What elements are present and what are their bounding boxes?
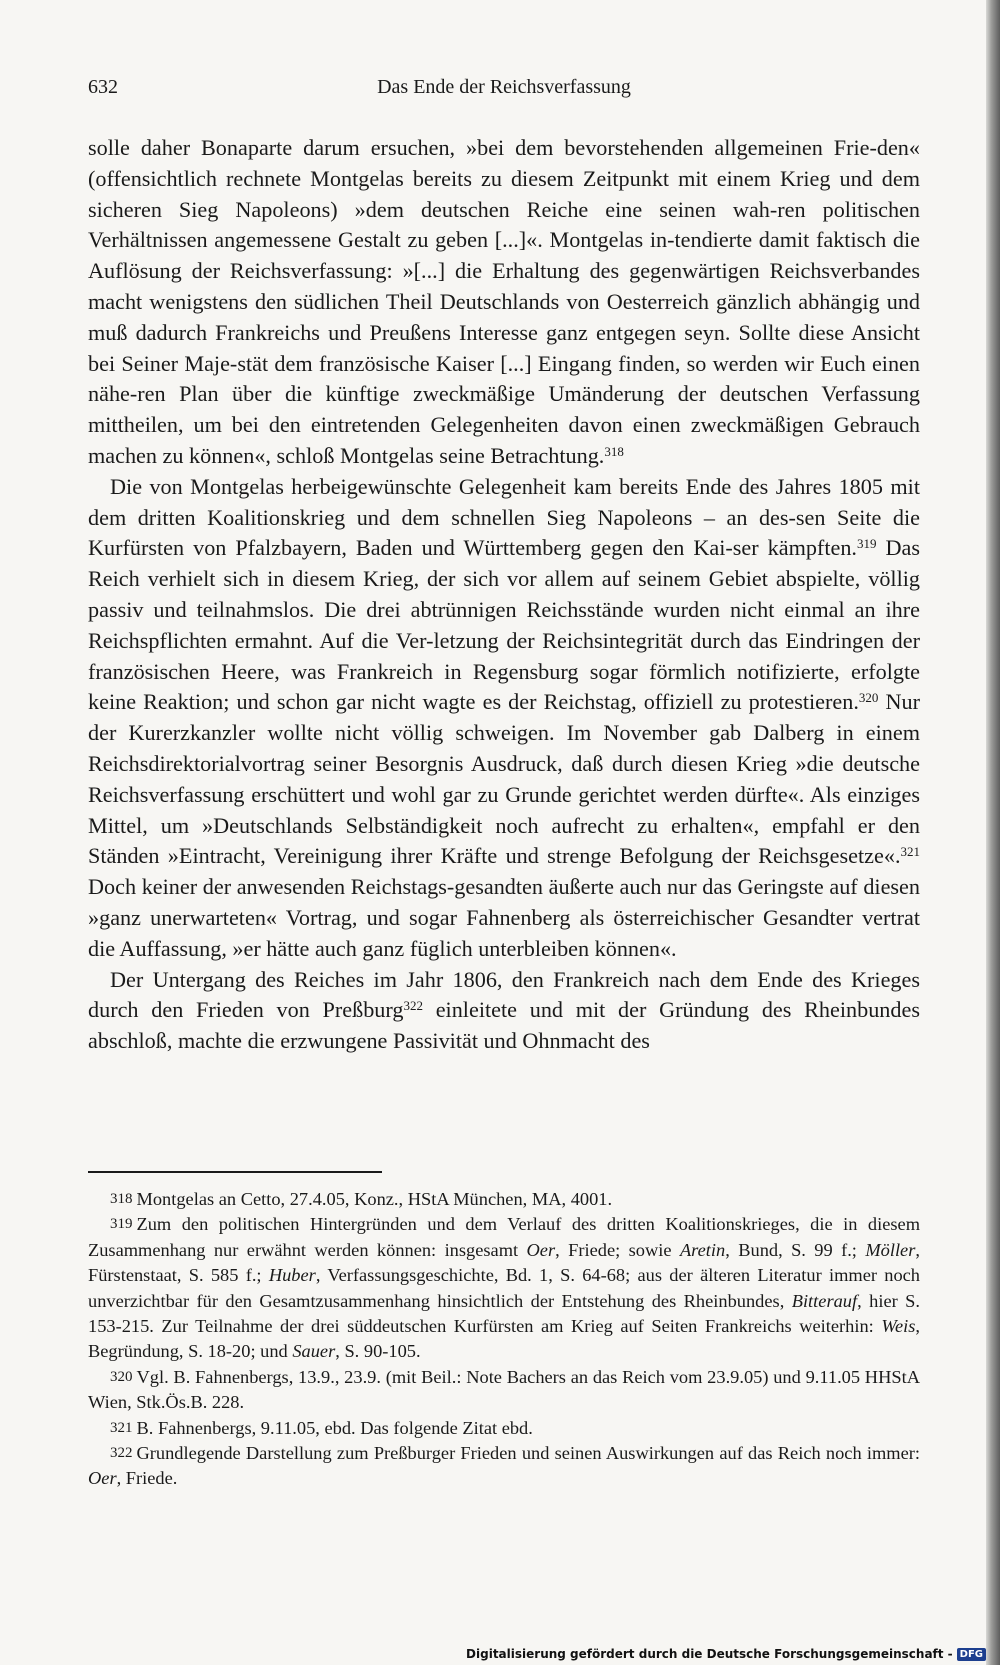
footnote-text: Vgl. B. Fahnenbergs, 13.9., 23.9. (mit Beil.: Note Bachers an das Reich vom 23.9.05) und 9.11.05 HHStA Wien, Stk.Ös.B. 228. (88, 1366, 920, 1413)
footnote (88, 1212, 920, 1364)
paragraph (88, 472, 920, 965)
footnote-divider (88, 1171, 382, 1173)
footnote-number: 321 (110, 1419, 133, 1436)
footnote-author: Möller (865, 1239, 916, 1260)
footnote-ref: 321 (900, 844, 920, 860)
footnote-number: 318 (110, 1191, 133, 1207)
footnote-author: Huber (268, 1265, 316, 1286)
footnote-ref: 319 (856, 536, 877, 552)
footnote-author: Oer (526, 1239, 556, 1260)
paragraph (88, 965, 920, 1057)
footnote-text: , Friede. (116, 1468, 178, 1489)
footnote-text: , Verfassungsgeschichte, Bd. 1, S. 64-68; aus der älteren Literatur immer noch unverzichtbar für den Gesamtzusammenhang hinsichtlich der Entstehung des Rheinbundes, (88, 1265, 921, 1311)
running-head: Das Ende der Reichsverfassung (377, 76, 631, 98)
footnote (88, 1365, 920, 1416)
footnotes (88, 1187, 920, 1492)
footnote-text: Zum den politischen Hintergründen und dem Verlauf des dritten Koalitionskrieges, die in diesem Zusammenhang nur erwähnt werden können: insgesamt (88, 1214, 920, 1260)
footnote-author: Sauer (292, 1341, 336, 1362)
footnote-number: 320 (110, 1368, 133, 1385)
footnote-author: Oer (88, 1468, 117, 1489)
footnote-author: Bitterauf (791, 1290, 858, 1311)
main-text (88, 133, 920, 1057)
paragraph-text: Der Untergang des Reiches im Jahr 1806, den Frankreich nach dem Ende des Krieges durch den Frieden von Preßburg (88, 966, 920, 1023)
page-number: 632 (88, 76, 118, 98)
footnote-number: 319 (110, 1216, 133, 1233)
footnote-text: B. Fahnenbergs, 9.11.05, ebd. Das folgende Zitat ebd. (136, 1417, 533, 1438)
paragraph-text: Die von Montgelas herbeigewünschte Gelegenheit kam bereits Ende des Jahres 1805 mit dem dritten Koalitionskrieg und dem schnellen Sieg Napoleons – an des-sen Seite die Kurfürsten von Pfalzbayern, Baden und Württemberg gegen den Kai-ser kämpften. (88, 473, 920, 561)
footnote-author: Weis (881, 1316, 916, 1337)
footnote-text: , Begründung, S. 18-20; und (88, 1316, 920, 1362)
page-header (88, 76, 920, 104)
page-edge (986, 0, 1000, 1665)
footnote-ref: 318 (604, 443, 624, 459)
footnote-text: , hier S. 153-215. Zur Teilnahme der drei süddeutschen Kurfürsten am Krieg auf Seiten Frankreichs weiterhin: (88, 1290, 920, 1337)
footnote-author: Aretin (679, 1239, 726, 1260)
paragraph-text: einleitete und mit der Gründung des Rheinbundes abschloß, machte die erzwungene Passivität und Ohnmacht des (88, 997, 920, 1054)
footnote-text: , S. 90-105. (335, 1341, 421, 1362)
footnote-ref: 320 (858, 690, 879, 706)
footnote-text: , Friede; sowie (555, 1239, 680, 1260)
footnote-ref: 322 (403, 998, 423, 1014)
digitization-footer (466, 1647, 986, 1661)
footnote-text: Grundlegende Darstellung zum Preßburger Frieden und seinen Auswirkungen auf das Reich noch immer: (136, 1443, 920, 1464)
paragraph-text: Das Reich verhielt sich in diesem Krieg, der sich vor allem auf seinem Gebiet abspielte, völlig passiv und teilnahmslos. Die drei abtrünnigen Reichsstände wurden nicht einmal an ihre Reichspflichten ermahnt. Auf die Ver-letzung der Reichsintegrität durch das Eindringen der französischen Heere, was Frankreich in Regensburg sogar förmlich notifizierte, erfolgte keine Reaktion; und schon gar nicht wagte es der Reichstag, offiziell zu protestieren. (88, 535, 920, 715)
footnote (88, 1416, 920, 1441)
paragraph-text: solle daher Bonaparte darum ersuchen, »bei dem bevorstehenden allgemeinen Frie-den« (offensichtlich rechnete Montgelas bereits zu diesem Zeitpunkt mit einem Krieg und dem sicheren Sieg Napoleons) »dem deutschen Reiche eine seinen wah-ren politischen Verhältnissen angemessene Gestalt zu geben [...]«. Montgelas in-tendierte damit faktisch die Auflösung der Reichsverfassung: »[...] die Erhaltung des gegenwärtigen Reichsverbandes macht wenigstens den südlichen Theil Deutschlands von Oesterreich gänzlich abhängig und muß dadurch Frankreichs und Preußens Interesse ganz entgegen seyn. Sollte diese Ansicht bei Seiner Maje-stät dem französische Kaiser [...] Eingang finden, so werden wir Euch einen nähe-ren Plan über die künftige zweckmäßige Umänderung der deutschen Verfassung mittheilen, um bei den eintretenden Gelegenheiten davon einen zweckmäßigen Gebrauch machen zu können«, schloß Montgelas seine Betrachtung. (88, 135, 920, 468)
footnote-text: , Bund, S. 99 f.; (725, 1239, 866, 1260)
paragraph-text: Doch keiner der anwesenden Reichstags-gesandten äußerte auch nur das Geringste auf diesen »ganz unerwarteten« Vortrag, und sogar Fahnenberg als österreichischer Gesandter vertrat die Auffassung, »er hätte auch ganz füglich unterbleiben können«. (88, 874, 920, 961)
footnote (88, 1441, 920, 1492)
paragraph (88, 133, 920, 472)
footer-text: Digitalisierung gefördert durch die Deutsche Forschungsgemeinschaft - (466, 1647, 953, 1661)
paragraph-text: Nur der Kurerzkanzler wollte nicht völlig schweigen. Im November gab Dalberg in einem Reichsdirektorialvortrag seiner Besorgnis Ausdruck, daß durch diesen Krieg »die deutsche Reichsverfassung erschüttert und wohl gar zu Grunde gerichtet werden dürfte«. Als einziges Mittel, um »Deutschlands Selbständigkeit noch aufrecht zu erhalten«, empfahl er den Ständen »Eintracht, Vereinigung ihrer Kräfte und strenge Befolgung der Reichsgesetze«. (88, 689, 920, 869)
footnote-text: , Fürstenstaat, S. 585 f.; (88, 1239, 920, 1286)
footnote-number: 322 (110, 1445, 133, 1462)
dfg-logo: DFG (957, 1648, 986, 1661)
footnote (88, 1187, 920, 1212)
footnote-text: Montgelas an Cetto, 27.4.05, Konz., HStA München, MA, 4001. (136, 1189, 613, 1209)
